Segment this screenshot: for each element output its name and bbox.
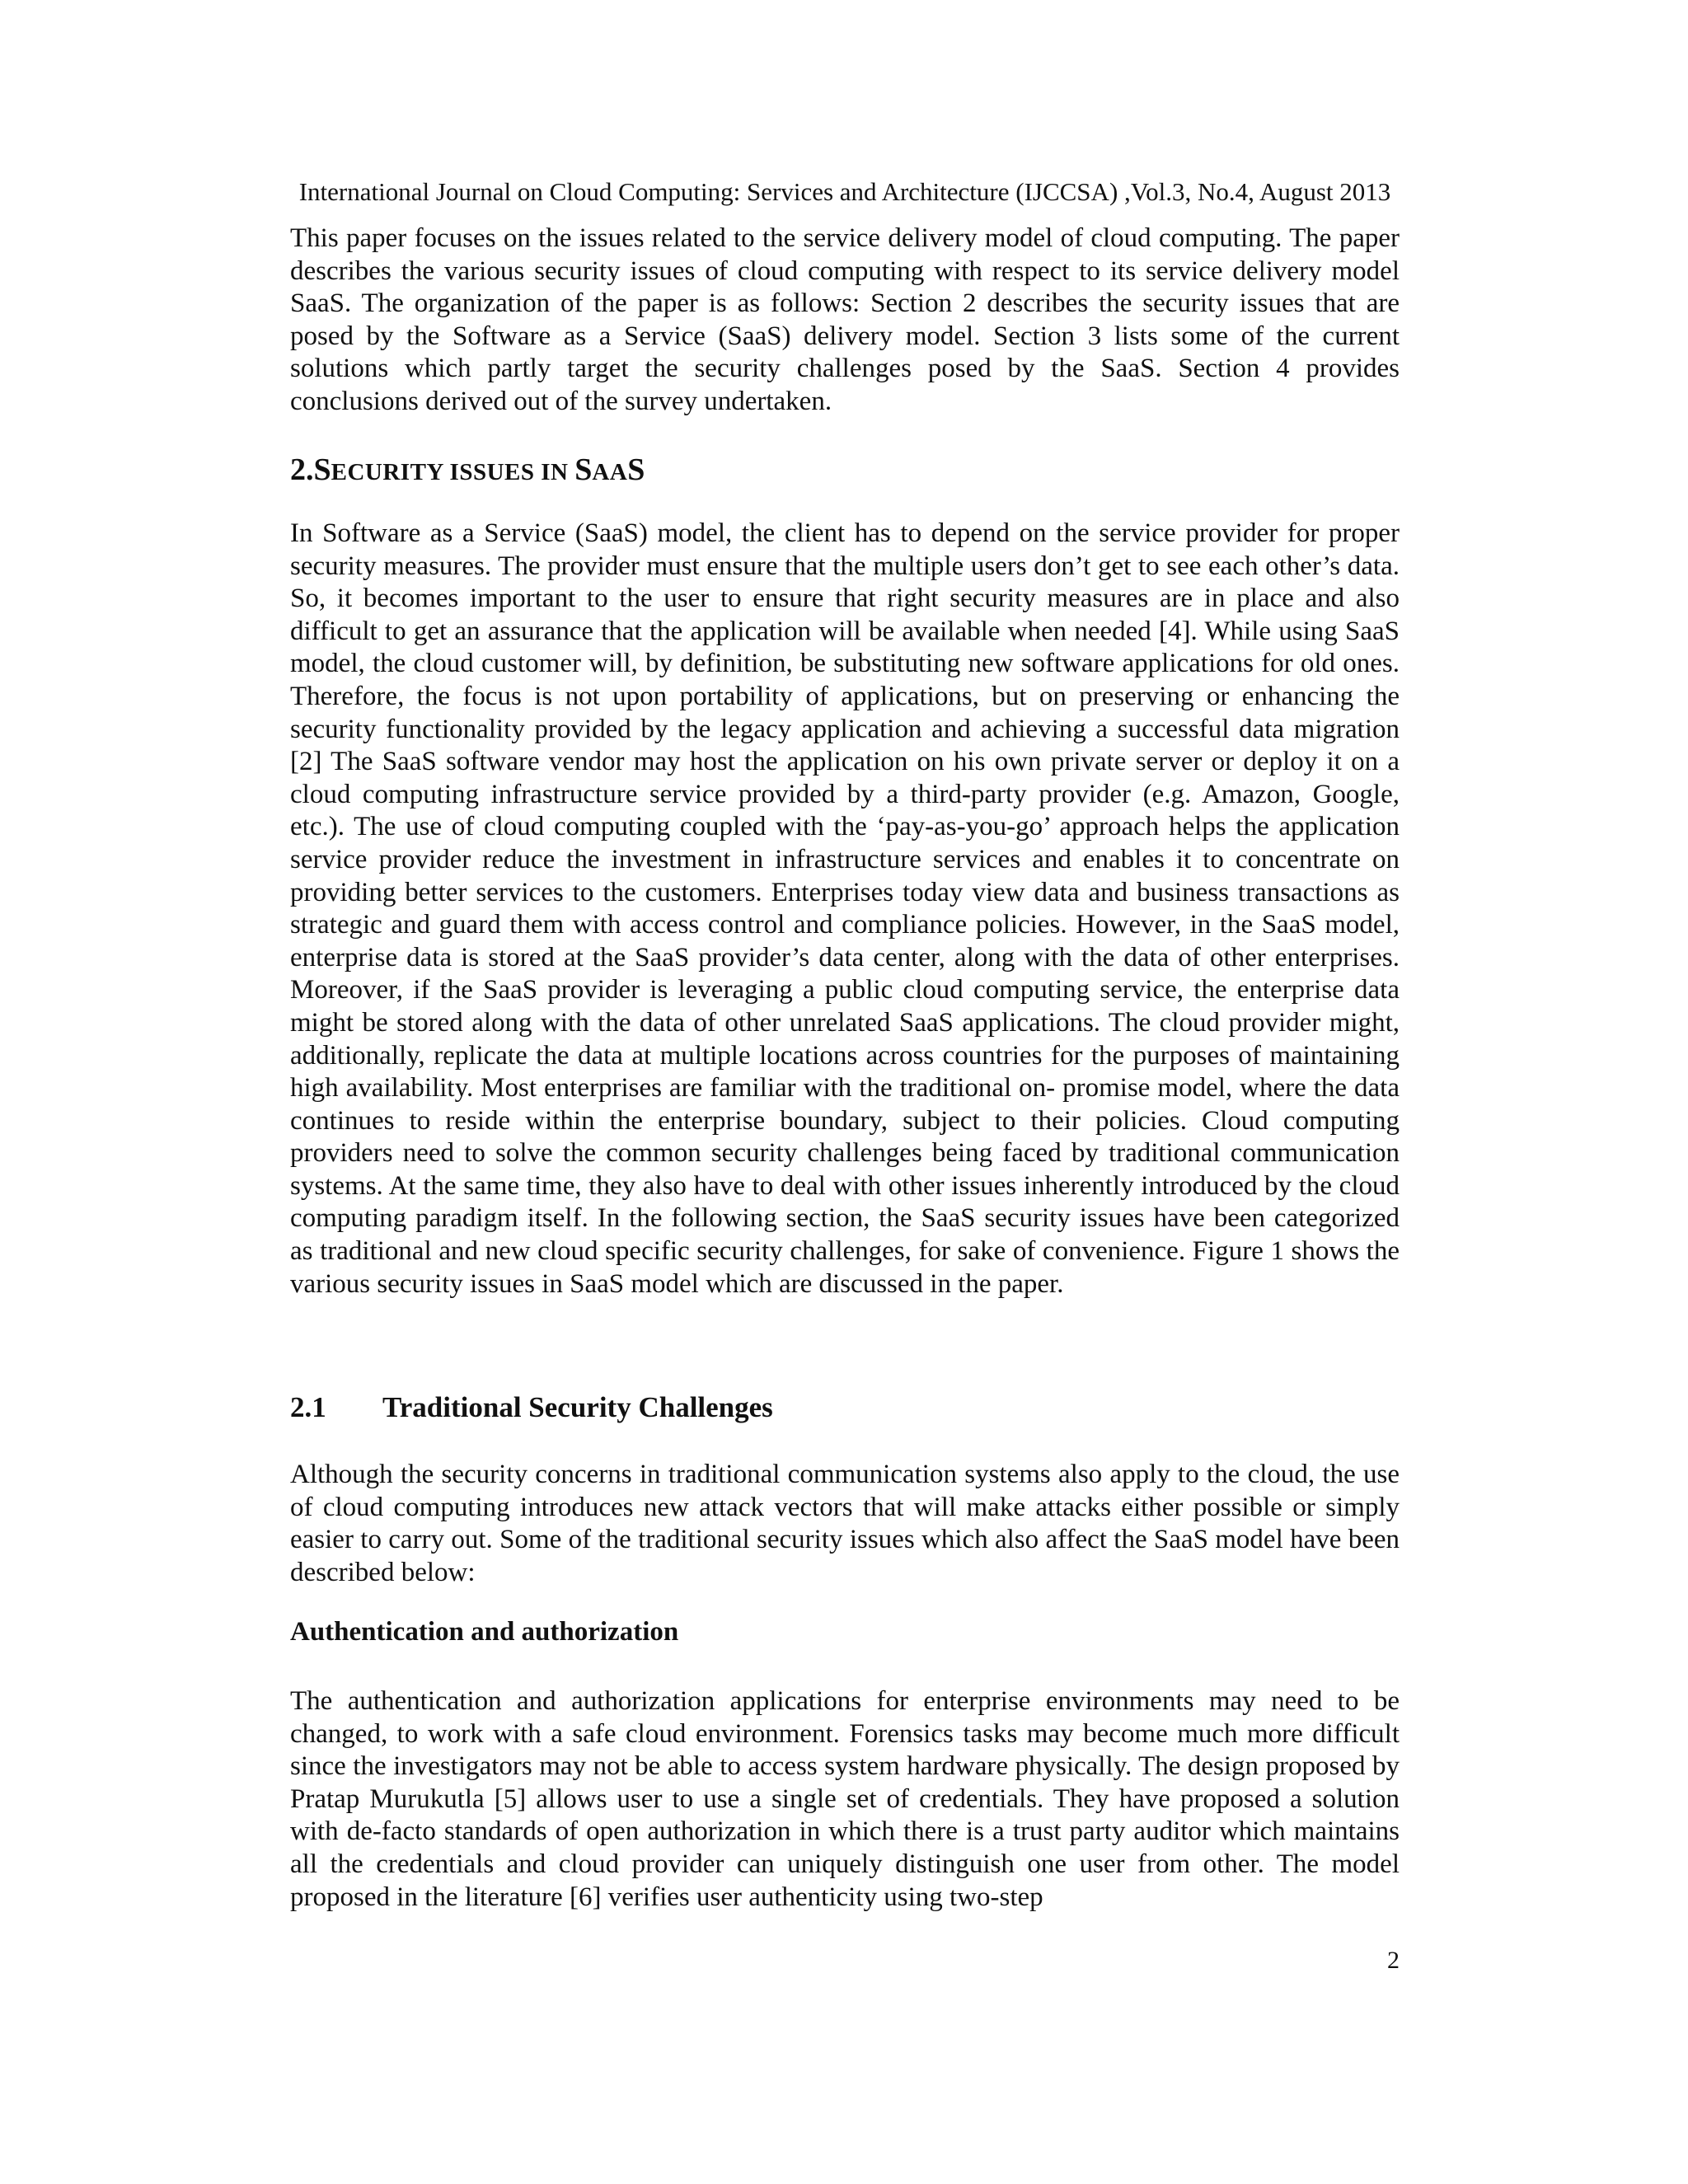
running-head: International Journal on Cloud Computing: Services and Architecture (IJCCSA) ,Vol.3, No.4, August 2013: [298, 177, 1391, 206]
authentication-paragraph: The authentication and authorization applications for enterprise environments may need to be changed, to work with a safe cloud environment. Forensics tasks may become much more difficult since the investigators may not be able to access system hardware physically. The design proposed by Pratap Murukutla [5] allows user to use a single set of credentials. They have proposed a solution with de-facto standards of open authorization in which there is a trust party auditor which maintains all the credentials and cloud provider can uniquely distinguish one user from other. The model proposed in the literature [6] verifies user authenticity using two-step: [290, 1686, 1400, 1912]
section-2-1-title: Traditional Security Challenges: [382, 1391, 773, 1423]
section-2-title-part: S: [627, 452, 645, 487]
saas-security-paragraph: In Software as a Service (SaaS) model, the client has to depend on the service provider for proper security measures. The provider must ensure that the multiple users don’t get to see each other’s data. So, it becomes important to the user to ensure that right security measures are in place and also difficult to get an assurance that the application will be available when needed [4]. While using SaaS model, the cloud customer will, by definition, be substituting new software applications for old ones. Therefore, the focus is not upon portability of applications, but on preserving or enhancing the security functionality provided by the legacy application and achieving a successful data migration [2] The SaaS software vendor may host the application on his own private server or deploy it on a cloud computing infrastructure service provided by a third-party provider (e.g. Amazon, Google, etc.). The use of cloud computing coupled with the ‘pay-as-you-go’ approach helps the application service provider reduce the investment in infrastructure services and enables it to concentrate on providing better services to the customers. Enterprises today view data and business transactions as strategic and guard them with access control and compliance policies. However, in the SaaS model, enterprise data is stored at the SaaS provider’s data center, along with the data of other enterprises. Moreover, if the SaaS provider is leveraging a public cloud computing service, the enterprise data might be stored along with the data of other unrelated SaaS applications. The cloud provider might, additionally, replicate the data at multiple locations across countries for the purposes of maintaining high availability. Most enterprises are familiar with the traditional on- promise model, where the data continues to reside within the enterprise boundary, subject to their policies. Cloud computing providers need to solve the common security challenges being faced by traditional communication systems. At the same time, they also have to deal with other issues inherently introduced by the cloud computing paradigm itself. In the following section, the SaaS security issues have been categorized as traditional and new cloud specific security challenges, for sake of convenience. Figure 1 shows the various security issues in SaaS model which are discussed in the paper.: [290, 518, 1400, 1299]
section-2-title-part: S: [574, 452, 593, 487]
paper-page: [290, 0, 1400, 2184]
section-2-heading: [290, 450, 645, 492]
section-2-title-part: S: [313, 452, 331, 487]
traditional-challenges-paragraph: Although the security concerns in traditional communication systems also apply to the cloud, the use of cloud computing introduces new attack vectors that will make attacks either possible or simply easier to carry out. Some of the traditional security issues which also affect the SaaS model have been described below:: [290, 1460, 1400, 1587]
section-2-title-part: ECURITY ISSUES IN: [331, 459, 575, 485]
section-2-1-number: 2.1: [290, 1391, 326, 1423]
section-2-1-heading: [290, 1390, 773, 1426]
intro-paragraph: This paper focuses on the issues related to the service delivery model of cloud computing. The paper describes the various security issues of cloud computing with respect to its service delivery model SaaS. The organization of the paper is as follows: Section 2 describes the security issues that are posed by the Software as a Service (SaaS) delivery model. Section 3 lists some of the current solutions which partly target the security challenges posed by the SaaS. Section 4 provides conclusions derived out of the survey undertaken.: [290, 223, 1400, 416]
page-number: 2: [1387, 1947, 1400, 1974]
section-2-number: 2.: [290, 452, 314, 487]
authentication-heading: Authentication and authorization: [290, 1617, 679, 1647]
section-2-title-part: AA: [592, 459, 628, 485]
